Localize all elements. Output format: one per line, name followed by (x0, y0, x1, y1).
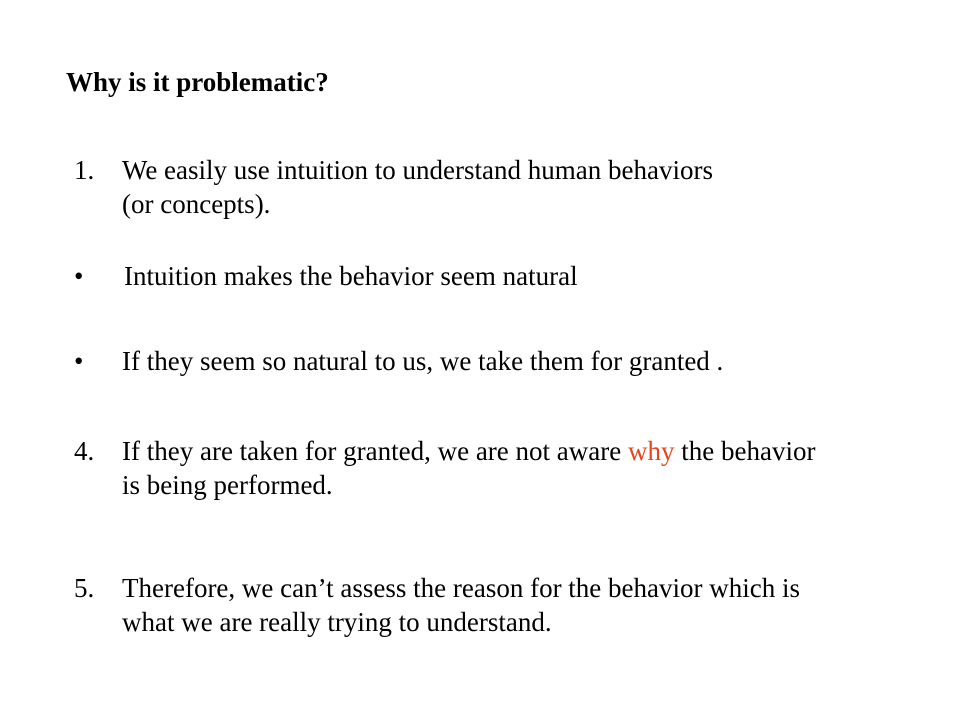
slide-title: Why is it problematic? (66, 67, 329, 97)
list-item-text: If they seem so natural to us, we take them for granted . (122, 346, 724, 376)
list-item-4 (74, 434, 954, 502)
list-number: 5. (74, 573, 95, 603)
list-item-text-line1 (122, 434, 954, 468)
bullet-icon: • (74, 261, 84, 291)
list-item-text-line1: Therefore, we can’t assess the reason for the behavior which is (122, 573, 800, 603)
highlighted-word: why (627, 436, 675, 466)
list-item-text-before: If they are taken for granted, we are not aware (122, 436, 628, 466)
list-number: 1. (74, 155, 95, 185)
list-item-text: Intuition makes the behavior seem natural (124, 261, 578, 291)
list-item-text-line2: (or concepts). (122, 189, 271, 219)
list-item-5 (74, 571, 954, 639)
bullet-icon: • (74, 346, 84, 376)
list-item-text-line2: is being performed. (122, 470, 333, 500)
list-number: 4. (74, 436, 95, 466)
list-item-text-after: the behavior (674, 436, 816, 466)
list-item-2 (74, 259, 954, 293)
list-item-1 (74, 153, 954, 221)
list-item-3 (74, 344, 954, 378)
list-item-text-line2: what we are really trying to understand. (122, 607, 552, 637)
list-item-text-line1: We easily use intuition to understand human behaviors (122, 155, 713, 185)
